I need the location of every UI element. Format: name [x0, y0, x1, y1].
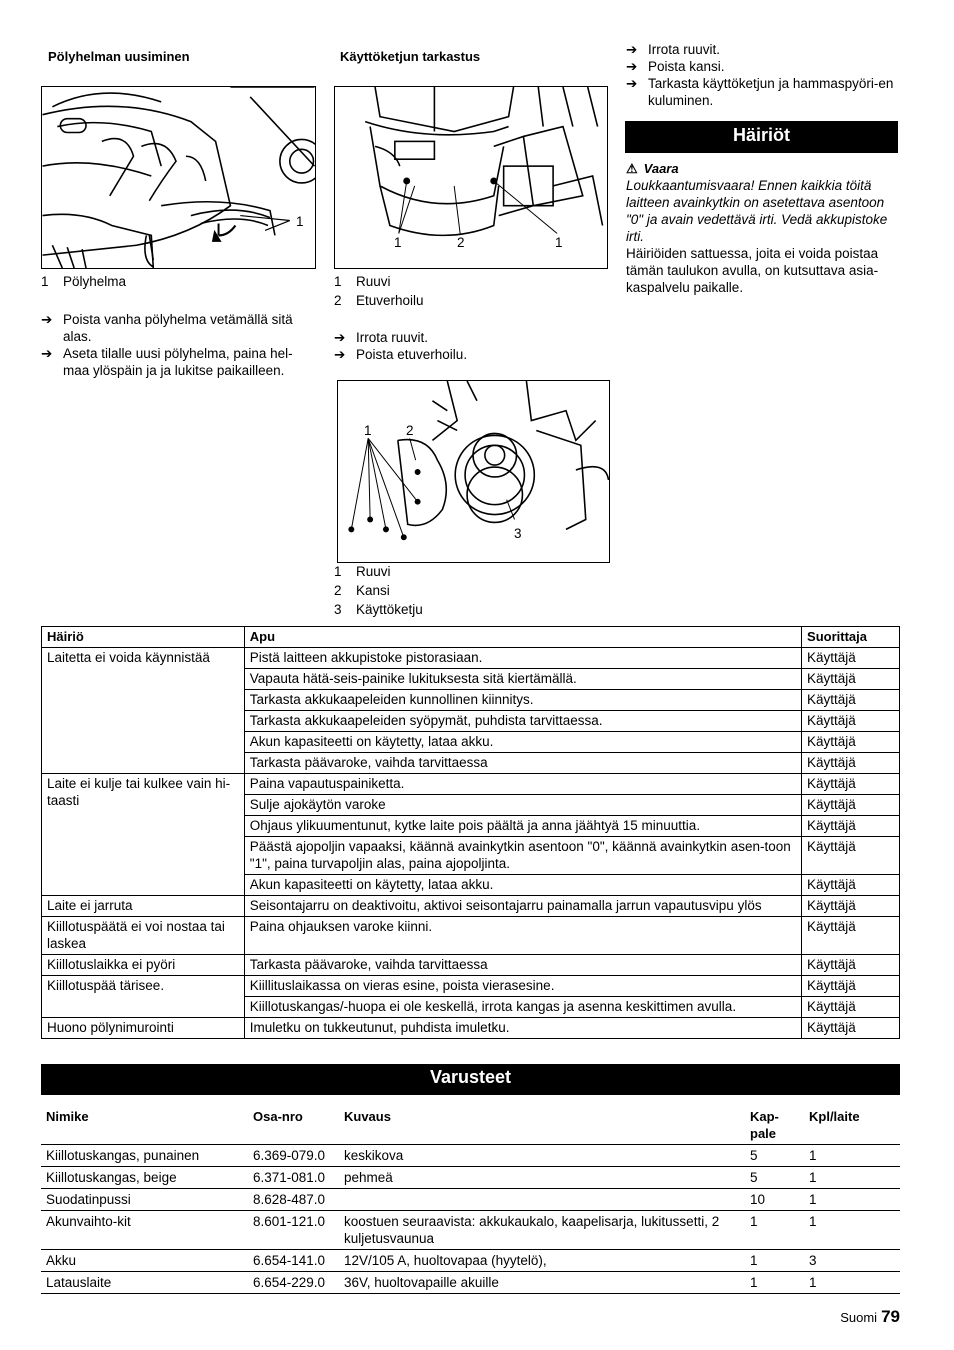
step-text: Tarkasta käyttöketjun ja hammaspyöri-en kuluminen. [648, 76, 894, 108]
help-cell: Akun kapasiteetti on käytetty, lataa akku. [244, 875, 801, 896]
help-cell: Kiillituslaikassa on vieras esine, poista vierasesine. [244, 976, 801, 997]
warning-text: Loukkaantumisvaara! Ennen kaikkia töitä laitteen avainkytkin on asetettava asentoon "0" ja avain vedettävä irti. Vedä akkupistoke irti. [626, 178, 888, 244]
by-cell: Käyttäjä [802, 997, 900, 1018]
table-row [42, 1018, 900, 1039]
front-cover-illustration [335, 87, 607, 268]
by-cell: Käyttäjä [802, 896, 900, 917]
description-cell [339, 1189, 745, 1211]
name-cell: Akunvaihto-kit [41, 1211, 248, 1250]
footer-language: Suomi [840, 1310, 878, 1325]
by-cell: Käyttäjä [802, 648, 900, 669]
table-row [41, 1250, 900, 1272]
accessories-table [41, 1106, 900, 1294]
table-row [42, 976, 900, 997]
part-number-cell: 8.601-121.0 [248, 1211, 339, 1250]
arrow-right-icon: ➔ [334, 330, 346, 345]
figure-drive-chain [337, 380, 610, 563]
quantity-cell: 1 [745, 1250, 804, 1272]
arrow-right-icon: ➔ [626, 42, 638, 57]
description-cell: 36V, huoltovapaille akuille [339, 1272, 745, 1294]
fault-cell: Laite ei kulje tai kulkee vain hi-taasti [42, 774, 245, 896]
legend-text: Pölyhelma [63, 274, 127, 289]
quantity-cell: 1 [745, 1272, 804, 1294]
step-item [41, 345, 316, 379]
table-row [41, 1145, 900, 1167]
legend-text: Etuverhoilu [356, 293, 424, 308]
step-item [626, 41, 900, 58]
part-number-cell: 8.628-487.0 [248, 1189, 339, 1211]
by-cell: Käyttäjä [802, 795, 900, 816]
help-cell: Imuletku on tukkeutunut, puhdista imuletku. [244, 1018, 801, 1039]
section-heading-dust-skirt: Pölyhelman uusiminen [48, 49, 190, 64]
help-cell: Tarkasta akkukaapeleiden syöpymät, puhdista tarvittaessa. [244, 711, 801, 732]
table-row [41, 1272, 900, 1294]
column-header: Kpl/laite [804, 1106, 900, 1145]
help-cell: Pistä laitteen akkupistoke pistorasiaan. [244, 648, 801, 669]
per-unit-cell: 1 [804, 1211, 900, 1250]
figure-dust-skirt [41, 86, 316, 269]
drive-chain-illustration [338, 381, 609, 562]
legend-front-cover [334, 273, 608, 311]
legend-item [334, 601, 608, 620]
figure-callout: 1 [394, 235, 402, 250]
warning-label: Vaara [643, 161, 679, 176]
help-cell: Paina vapautuspainiketta. [244, 774, 801, 795]
arrow-right-icon: ➔ [41, 346, 53, 361]
faults-table [41, 626, 900, 1039]
help-cell: Ohjaus ylikuumentunut, kytke laite pois päältä ja anna jäähtyä 15 minuuttia. [244, 816, 801, 837]
part-number-cell: 6.371-081.0 [248, 1167, 339, 1189]
legend-text: Kansi [356, 583, 390, 598]
name-cell: Suodatinpussi [41, 1189, 248, 1211]
step-item [626, 58, 900, 75]
legend-num: 2 [334, 583, 342, 598]
warning-block [626, 160, 900, 296]
step-item [626, 75, 900, 109]
quantity-cell: 10 [745, 1189, 804, 1211]
by-cell: Käyttäjä [802, 774, 900, 795]
page-number: 79 [881, 1307, 900, 1326]
step-text: Aseta tilalle uusi pölyhelma, paina hel-maa ylöspäin ja ja lukitse paikailleen. [63, 346, 293, 378]
by-cell: Käyttäjä [802, 816, 900, 837]
help-cell: Seisontajarru on deaktivoitu, aktivoi seisontajarru painamalla jarrun vapautusvipu ylös [244, 896, 801, 917]
machine-illustration [42, 87, 315, 268]
step-text: Poista kansi. [648, 59, 725, 74]
description-cell: pehmeä [339, 1167, 745, 1189]
fault-cell: Laitetta ei voida käynnistää [42, 648, 245, 774]
arrow-right-icon: ➔ [626, 59, 638, 74]
steps-dust-skirt [41, 311, 316, 379]
legend-item [41, 273, 316, 292]
table-row [42, 896, 900, 917]
legend-text: Käyttöketju [356, 602, 423, 617]
step-text: Poista etuverhoilu. [356, 347, 468, 362]
by-cell: Käyttäjä [802, 669, 900, 690]
per-unit-cell: 1 [804, 1272, 900, 1294]
help-cell: Vapauta hätä-seis-painike lukituksesta sitä kiertämällä. [244, 669, 801, 690]
fault-cell: Laite ei jarruta [42, 896, 245, 917]
name-cell: Kiillotuskangas, punainen [41, 1145, 248, 1167]
by-cell: Käyttäjä [802, 976, 900, 997]
section-heading-drive-chain: Käyttöketjun tarkastus [340, 49, 481, 64]
warning-triangle-icon: ⚠ [626, 161, 638, 176]
help-cell: Akun kapasiteetti on käytetty, lataa akku. [244, 732, 801, 753]
by-cell: Käyttäjä [802, 917, 900, 955]
name-cell: Kiillotuskangas, beige [41, 1167, 248, 1189]
table-row [42, 648, 900, 669]
column-header: Nimike [41, 1106, 248, 1145]
column-header: Suorittaja [802, 627, 900, 648]
arrow-right-icon: ➔ [334, 347, 346, 362]
legend-dust-skirt [41, 273, 316, 292]
step-item [334, 346, 608, 363]
fault-cell: Kiillotuspää tärisee. [42, 976, 245, 1018]
legend-num: 1 [41, 274, 49, 289]
page-footer [840, 1308, 900, 1326]
legend-item [334, 563, 608, 582]
table-header-row [41, 1106, 900, 1145]
help-cell: Paina ohjauksen varoke kiinni. [244, 917, 801, 955]
legend-num: 2 [334, 293, 342, 308]
description-cell: koostuen seuraavista: akkukaukalo, kaapelisarja, lukitussetti, 2 kuljetusvaunua [339, 1211, 745, 1250]
part-number-cell: 6.654-229.0 [248, 1272, 339, 1294]
step-item [334, 329, 608, 346]
figure-callout: 2 [457, 235, 465, 250]
help-cell: Kiillotuskangas/-huopa ei ole keskellä, irrota kangas ja asenna keskittimen avulla. [244, 997, 801, 1018]
by-cell: Käyttäjä [802, 711, 900, 732]
per-unit-cell: 1 [804, 1145, 900, 1167]
by-cell: Käyttäjä [802, 837, 900, 875]
help-cell: Sulje ajokäytön varoke [244, 795, 801, 816]
arrow-right-icon: ➔ [626, 76, 638, 91]
figure-callout: 1 [364, 423, 372, 438]
fault-cell: Huono pölynimurointi [42, 1018, 245, 1039]
table-row [42, 917, 900, 955]
figure-callout: 1 [555, 235, 563, 250]
column-header: Kuvaus [339, 1106, 745, 1145]
figure-front-cover [334, 86, 608, 269]
by-cell: Käyttäjä [802, 732, 900, 753]
help-cell: Tarkasta päävaroke, vaihda tarvittaessa [244, 753, 801, 774]
legend-num: 3 [334, 602, 342, 617]
name-cell: Akku [41, 1250, 248, 1272]
arrow-right-icon: ➔ [41, 312, 53, 327]
figure-callout: 2 [406, 423, 414, 438]
help-cell: Päästä ajopoljin vapaaksi, käännä avainkytkin asentoon "0", käännä avainkytkin asen-toon "1", paina turvapoljin alas, paina ajopoljinta. [244, 837, 801, 875]
fault-cell: Kiillotuslaikka ei pyöri [42, 955, 245, 976]
name-cell: Latauslaite [41, 1272, 248, 1294]
quantity-cell: 5 [745, 1145, 804, 1167]
by-cell: Käyttäjä [802, 753, 900, 774]
legend-text: Ruuvi [356, 564, 391, 579]
help-cell: Tarkasta akkukaapeleiden kunnollinen kiinnitys. [244, 690, 801, 711]
table-header-row [42, 627, 900, 648]
figure-callout: 1 [296, 214, 304, 229]
part-number-cell: 6.654-141.0 [248, 1250, 339, 1272]
description-cell: 12V/105 A, huoltovapaa (hyytelö), [339, 1250, 745, 1272]
quantity-cell: 5 [745, 1167, 804, 1189]
table-row [41, 1189, 900, 1211]
quantity-cell: 1 [745, 1211, 804, 1250]
by-cell: Käyttäjä [802, 1018, 900, 1039]
per-unit-cell: 1 [804, 1189, 900, 1211]
steps-front-cover [334, 329, 608, 363]
body-text: Häiriöiden sattuessa, joita ei voida poistaa tämän taulukon avulla, on kutsuttava asia-kaspalvelu paikalle. [626, 246, 879, 295]
step-text: Irrota ruuvit. [356, 330, 429, 345]
per-unit-cell: 3 [804, 1250, 900, 1272]
by-cell: Käyttäjä [802, 955, 900, 976]
table-row [42, 774, 900, 795]
description-cell: keskikova [339, 1145, 745, 1167]
by-cell: Käyttäjä [802, 875, 900, 896]
table-row [41, 1167, 900, 1189]
column-header: Osa-nro [248, 1106, 339, 1145]
fault-cell: Kiillotuspäätä ei voi nostaa tai laskea [42, 917, 245, 955]
step-text: Poista vanha pölyhelma vetämällä sitä alas. [63, 312, 293, 344]
legend-item [334, 582, 608, 601]
section-banner-faults: Häiriöt [625, 121, 898, 153]
steps-chain-cover [626, 41, 900, 109]
legend-item [334, 273, 608, 292]
legend-num: 1 [334, 274, 342, 289]
part-number-cell: 6.369-079.0 [248, 1145, 339, 1167]
warning-heading [626, 160, 900, 177]
help-cell: Tarkasta päävaroke, vaihda tarvittaessa [244, 955, 801, 976]
legend-text: Ruuvi [356, 274, 391, 289]
by-cell: Käyttäjä [802, 690, 900, 711]
column-header: Apu [244, 627, 801, 648]
per-unit-cell: 1 [804, 1167, 900, 1189]
figure-callout: 3 [514, 526, 522, 541]
step-item [41, 311, 316, 345]
table-row [42, 955, 900, 976]
table-row [41, 1211, 900, 1250]
section-banner-accessories: Varusteet [41, 1064, 900, 1095]
step-text: Irrota ruuvit. [648, 42, 721, 57]
legend-num: 1 [334, 564, 342, 579]
legend-drive-chain [334, 563, 608, 620]
legend-item [334, 292, 608, 311]
column-header: Häiriö [42, 627, 245, 648]
column-header: Kap-pale [745, 1106, 804, 1145]
